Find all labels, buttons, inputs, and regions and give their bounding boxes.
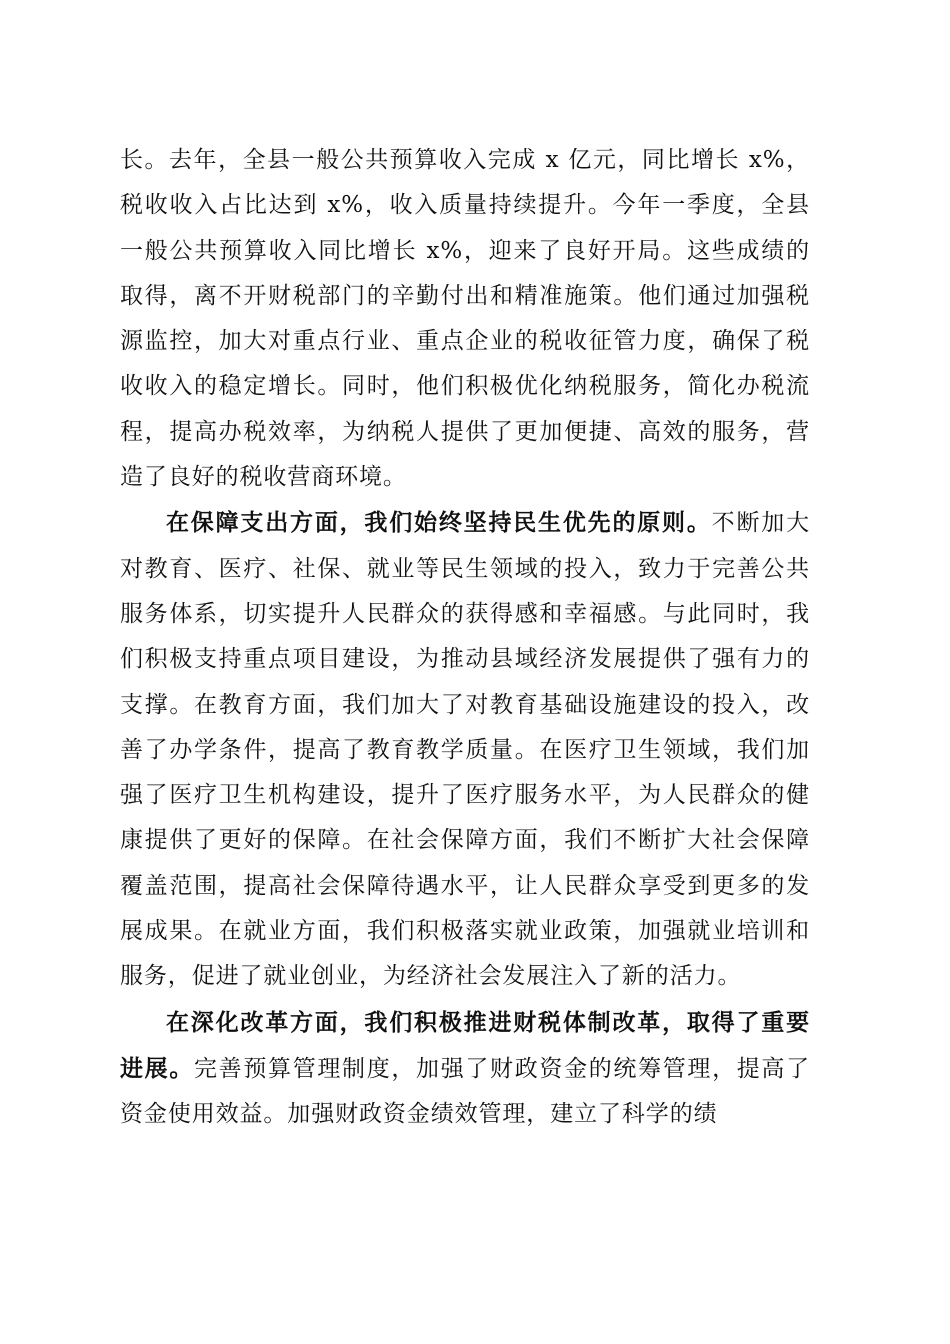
paragraph-reform-body: 完善预算管理制度，加强了财政资金的统筹管理，提高了资金使用效益。加强财政资金绩效管理，建立了科学的绩 — [120, 1055, 811, 1128]
paragraph-expenditure-heading: 在保障支出方面，我们始终坚持民生优先的原则。 — [166, 509, 712, 537]
paragraph-expenditure — [120, 500, 810, 999]
paragraph-expenditure-body: 不断加大对教育、医疗、社保、就业等民生领域的投入，致力于完善公共服务体系，切实提升人民群众的获得感和幸福感。与此同时，我们积极支持重点项目建设，为推动县域经济发展提供了强有力的支撑。在教育方面，我们加大了对教育基础设施建设的投入，改善了办学条件，提高了教育教学质量。在医疗卫生领域，我们加强了医疗卫生机构建设，提升了医疗服务水平，为人民群众的健康提供了更好的保障。在社会保障方面，我们不断扩大社会保障覆盖范围，提高社会保障待遇水平，让人民群众享受到更多的发展成果。在就业方面，我们积极落实就业政策，加强就业培训和服务，促进了就业创业，为经济社会发展注入了新的活力。 — [120, 510, 810, 990]
paragraph-revenue — [120, 138, 810, 500]
paragraph-revenue-body: 长。去年，全县一般公共预算收入完成 x 亿元，同比增长 x%，税收收入占比达到 x%，收入质量持续提升。今年一季度，全县一般公共预算收入同比增长 x%，迎来了良好开局。这些成绩的取得，离不开财税部门的辛勤付出和精准施策。他们通过加强税源监控，加大对重点行业、重点企业的税收征管力度，确保了税收收入的稳定增长。同时，他们积极优化纳税服务，简化办税流程，提高办税效率，为纳税人提供了更加便捷、高效的服务，营造了良好的税收营商环境。 — [120, 147, 810, 491]
paragraph-reform — [120, 1000, 810, 1138]
document-body — [120, 138, 810, 1138]
paragraph-reform-heading: 在深化改革方面，我们积极推进财税体制改革，取得了重要进展。 — [120, 1008, 810, 1082]
